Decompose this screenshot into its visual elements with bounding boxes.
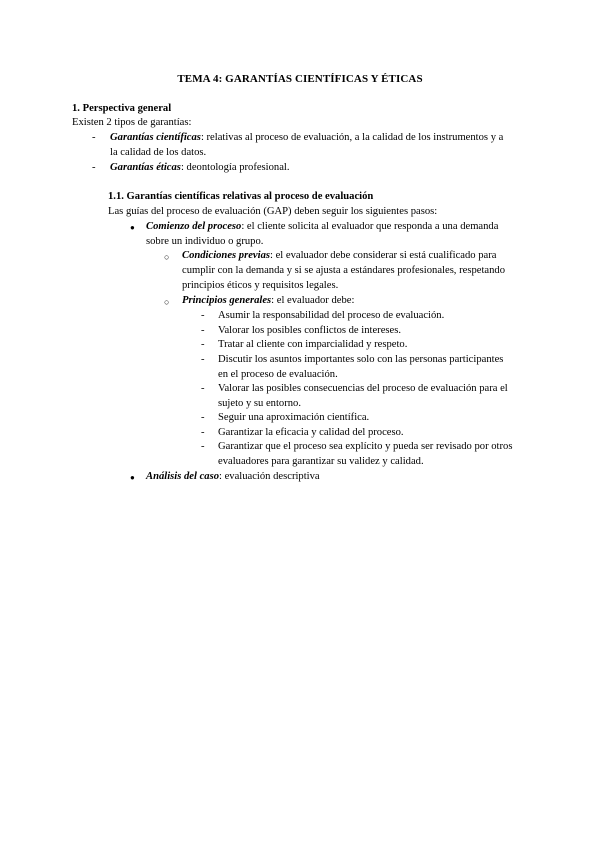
dash-marker: - xyxy=(92,162,96,173)
item-text: : el evaluador debe considerar si está cualificado para xyxy=(270,250,497,261)
dash-marker: - xyxy=(201,310,205,321)
list-item: Asumir la responsabilidad del proceso de evaluación. xyxy=(218,310,445,321)
list-item: Garantizar que el proceso sea explícito y pueda ser revisado por otros xyxy=(218,441,513,452)
item-text: : el evaluador debe: xyxy=(271,295,355,306)
dash-marker: - xyxy=(201,383,205,394)
bullet-marker: ● xyxy=(130,473,135,482)
item-text: : el cliente solicita al evaluador que responda a una demanda xyxy=(241,221,499,232)
term: Análisis del caso xyxy=(146,471,219,482)
term: Garantías éticas xyxy=(110,162,181,173)
list-item: Discutir los asuntos importantes solo con las personas participantes xyxy=(218,354,504,365)
dash-marker: - xyxy=(201,354,205,365)
dash-marker: - xyxy=(201,339,205,350)
list-item-garantias-cientificas xyxy=(110,131,503,146)
term: Principios generales xyxy=(182,295,272,306)
list-item-analisis xyxy=(146,470,320,485)
dash-marker: - xyxy=(201,325,205,336)
item-continuation: sujeto y su entorno. xyxy=(218,398,301,409)
list-item-garantias-eticas xyxy=(110,161,290,176)
list-item-condiciones xyxy=(182,249,496,264)
dash-marker: - xyxy=(201,427,205,438)
section-heading-1: 1. Perspectiva general xyxy=(72,103,172,114)
section-intro: Existen 2 tipos de garantías: xyxy=(72,117,192,128)
document-title: TEMA 4: GARANTÍAS CIENTÍFICAS Y ÉTICAS xyxy=(177,73,423,85)
list-item-comienzo xyxy=(146,220,498,235)
bullet-marker: ● xyxy=(130,223,135,232)
circle-marker: ○ xyxy=(164,252,170,262)
term: Condiciones previas xyxy=(182,250,270,261)
dash-marker: - xyxy=(201,412,205,423)
item-continuation: cumplir con la demanda y si se ajusta a estándares profesionales, respetando xyxy=(182,265,505,276)
list-item: Seguir una aproximación científica. xyxy=(218,412,370,423)
item-text: : relativas al proceso de evaluación, a la calidad de los instrumentos y a xyxy=(200,132,504,143)
list-item: Garantizar la eficacia y calidad del proceso. xyxy=(218,427,404,438)
item-text: : deontología profesional. xyxy=(180,162,290,173)
item-continuation: sobre un individuo o grupo. xyxy=(146,236,264,247)
section-intro: Las guías del proceso de evaluación (GAP) deben seguir los siguientes pasos: xyxy=(108,206,438,217)
item-continuation: en el proceso de evaluación. xyxy=(218,369,338,380)
list-item: Valorar las posibles consecuencias del proceso de evaluación para el xyxy=(218,383,508,394)
item-text: : evaluación descriptiva xyxy=(219,471,320,482)
list-item: Tratar al cliente con imparcialidad y respeto. xyxy=(218,339,408,350)
term: Garantías científicas xyxy=(110,132,201,143)
list-item-principios xyxy=(182,294,354,309)
term: Comienzo del proceso xyxy=(146,221,242,232)
dash-marker: - xyxy=(92,132,96,143)
circle-marker: ○ xyxy=(164,297,170,307)
item-continuation: evaluadores para garantizar su validez y calidad. xyxy=(218,456,424,467)
dash-marker: - xyxy=(201,441,205,452)
section-heading-1-1: 1.1. Garantías científicas relativas al proceso de evaluación xyxy=(108,191,374,202)
item-continuation: la calidad de los datos. xyxy=(110,147,207,158)
item-continuation: principios éticos y requisitos legales. xyxy=(182,280,339,291)
list-item: Valorar los posibles conflictos de intereses. xyxy=(218,325,401,336)
